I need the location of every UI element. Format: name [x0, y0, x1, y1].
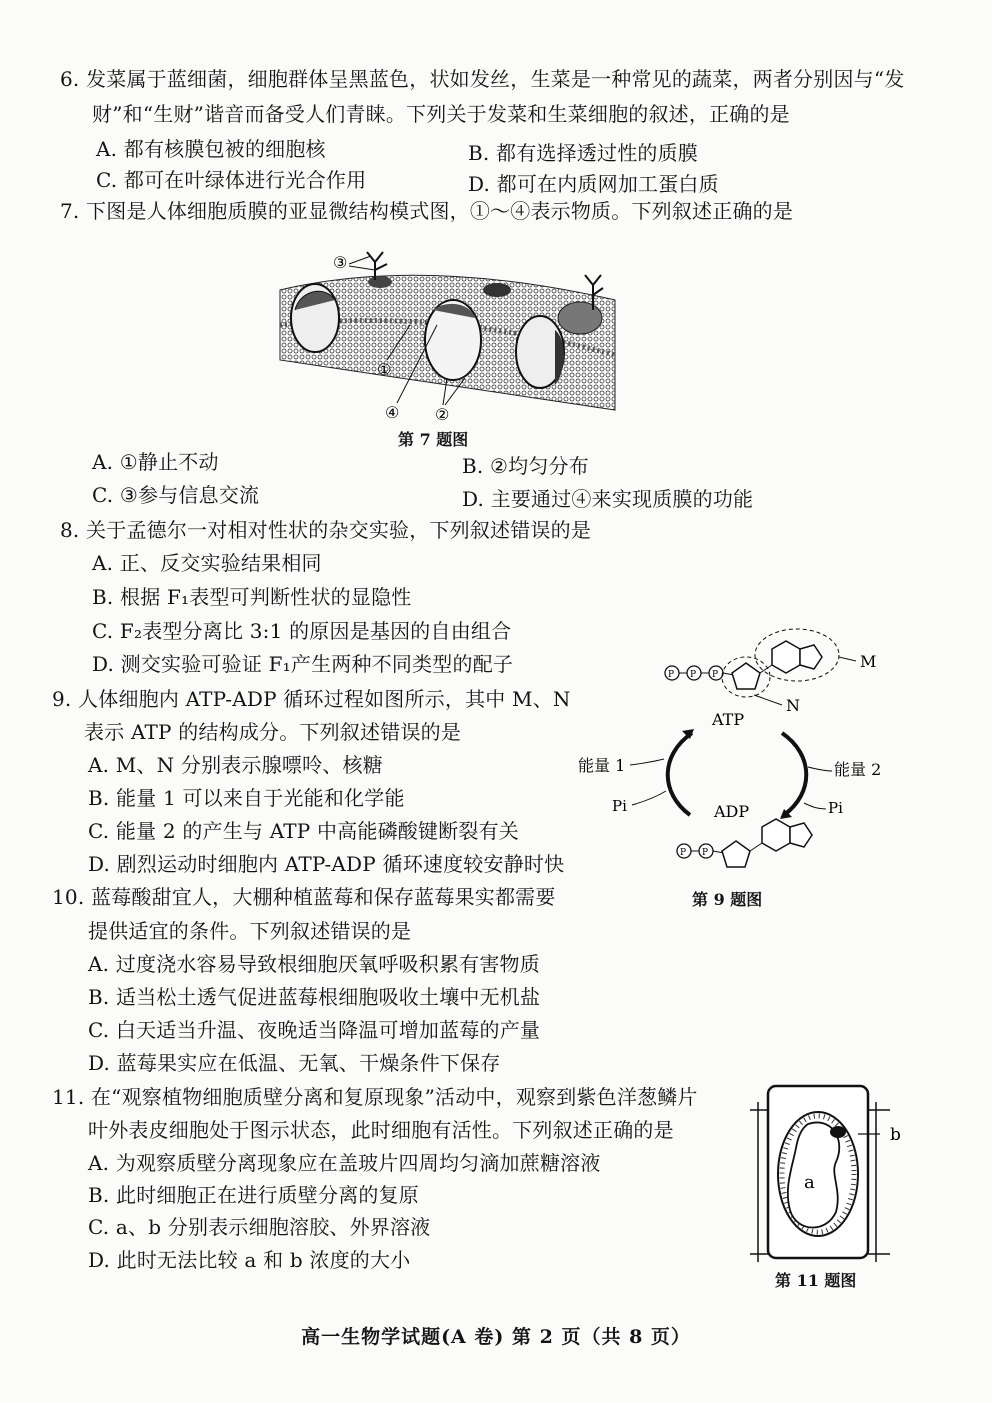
q8-option-a: A. 正、反交实验结果相同: [92, 551, 322, 575]
q10-option-a: A. 过度浇水容易导致根细胞厌氧呼吸积累有害物质: [88, 952, 540, 976]
q6-option-c: C. 都可在叶绿体进行光合作用: [96, 168, 367, 192]
svg-text:P: P: [690, 670, 697, 680]
q8-stem: 8. 关于孟德尔一对相对性状的杂交实验，下列叙述错误的是: [60, 518, 592, 542]
q7-option-d: D. 主要通过④来实现质膜的功能: [462, 487, 754, 511]
q8-option-d: D. 测交实验可验证 F₁产生两种不同类型的配子: [92, 652, 514, 676]
q11-option-b: B. 此时细胞正在进行质壁分离的复原: [88, 1183, 420, 1207]
q11-stem-line2: 叶外表皮细胞处于图示状态，此时细胞有活性。下列叙述正确的是: [88, 1118, 674, 1142]
q11-option-d: D. 此时无法比较 a 和 b 浓度的大小: [88, 1248, 411, 1272]
q9-stem-line2: 表示 ATP 的结构成分。下列叙述错误的是: [84, 720, 462, 744]
membrane-label-1: ①: [377, 360, 392, 379]
q9-option-a: A. M、N 分别表示腺嘌呤、核糖: [88, 753, 383, 777]
q6-stem-line2: 财”和“生财”谐音而备受人们青睐。下列关于发菜和生菜细胞的叙述，正确的是: [92, 102, 790, 126]
q8-option-b: B. 根据 F₁表型可判断性状的显隐性: [92, 585, 412, 609]
membrane-label-3: ③: [333, 253, 348, 272]
svg-text:P: P: [668, 670, 675, 680]
q6-stem-line1: 6. 发菜属于蓝细菌，细胞群体呈黑蓝色，状如发丝，生菜是一种常见的蔬菜，两者分别因与“发: [60, 67, 905, 91]
q6-option-d: D. 都可在内质网加工蛋白质: [468, 172, 719, 196]
q9-caption: 第 9 题图: [692, 890, 763, 909]
svg-text:P: P: [712, 670, 719, 680]
q11-stem-line1: 11. 在“观察植物细胞质壁分离和复原现象”活动中，观察到紫色洋葱鳞片: [52, 1085, 698, 1109]
label-atp: ATP: [712, 710, 745, 729]
q7-option-a: A. ①静止不动: [92, 450, 219, 474]
q6-option-a: A. 都有核膜包被的细胞核: [96, 137, 326, 161]
label-pi-right: Pi: [828, 799, 843, 817]
svg-text:P: P: [680, 848, 687, 858]
q7-option-b: B. ②均匀分布: [462, 454, 589, 478]
label-energy2: 能量 2: [834, 760, 882, 779]
page-footer: 高一生物学试题(A 卷) 第 2 页（共 8 页）: [301, 1326, 691, 1348]
cell-membrane-figure: [275, 240, 620, 425]
label-m: M: [860, 652, 877, 671]
plasmolysis-cell-figure: [750, 1082, 915, 1267]
q11-option-c: C. a、b 分别表示细胞溶胶、外界溶液: [88, 1215, 431, 1239]
label-n: N: [786, 696, 800, 715]
q9-option-d: D. 剧烈运动时细胞内 ATP-ADP 循环速度较安静时快: [88, 852, 565, 876]
q7-option-c: C. ③参与信息交流: [92, 483, 260, 507]
q9-option-c: C. 能量 2 的产生与 ATP 中高能磷酸键断裂有关: [88, 819, 520, 843]
q10-stem-line2: 提供适宜的条件。下列叙述错误的是: [88, 919, 412, 943]
q9-option-b: B. 能量 1 可以来自于光能和化学能: [88, 786, 405, 810]
q10-option-c: C. 白天适当升温、夜晚适当降温可增加蓝莓的产量: [88, 1018, 541, 1042]
q10-option-d: D. 蓝莓果实应在低温、无氧、干燥条件下保存: [88, 1051, 501, 1075]
q7-stem: 7. 下图是人体细胞质膜的亚显微结构模式图，①～④表示物质。下列叙述正确的是: [60, 199, 794, 223]
q8-option-c: C. F₂表型分离比 3:1 的原因是基因的自由组合: [92, 619, 512, 643]
q11-caption: 第 11 题图: [775, 1271, 857, 1290]
q10-option-b: B. 适当松土透气促进蓝莓根细胞吸收土壤中无机盐: [88, 985, 541, 1009]
q9-stem-line1: 9. 人体细胞内 ATP-ADP 循环过程如图所示，其中 M、N: [52, 687, 571, 711]
label-adp: ADP: [714, 802, 750, 821]
q10-stem-line1: 10. 蓝莓酸甜宜人，大棚种植蓝莓和保存蓝莓果实都需要: [52, 885, 556, 909]
atp-adp-cycle-figure: [572, 625, 902, 875]
membrane-label-4: ④: [385, 403, 400, 422]
q7-caption: 第 7 题图: [398, 430, 469, 449]
label-a: a: [804, 1172, 815, 1193]
label-energy1: 能量 1: [578, 756, 626, 775]
svg-text:P: P: [702, 848, 709, 858]
label-pi-left: Pi: [612, 797, 627, 815]
q6-option-b: B. 都有选择透过性的质膜: [468, 141, 699, 165]
membrane-label-2: ②: [435, 405, 450, 424]
label-b: b: [890, 1125, 901, 1145]
q11-option-a: A. 为观察质壁分离现象应在盖玻片四周均匀滴加蔗糖溶液: [88, 1151, 601, 1175]
